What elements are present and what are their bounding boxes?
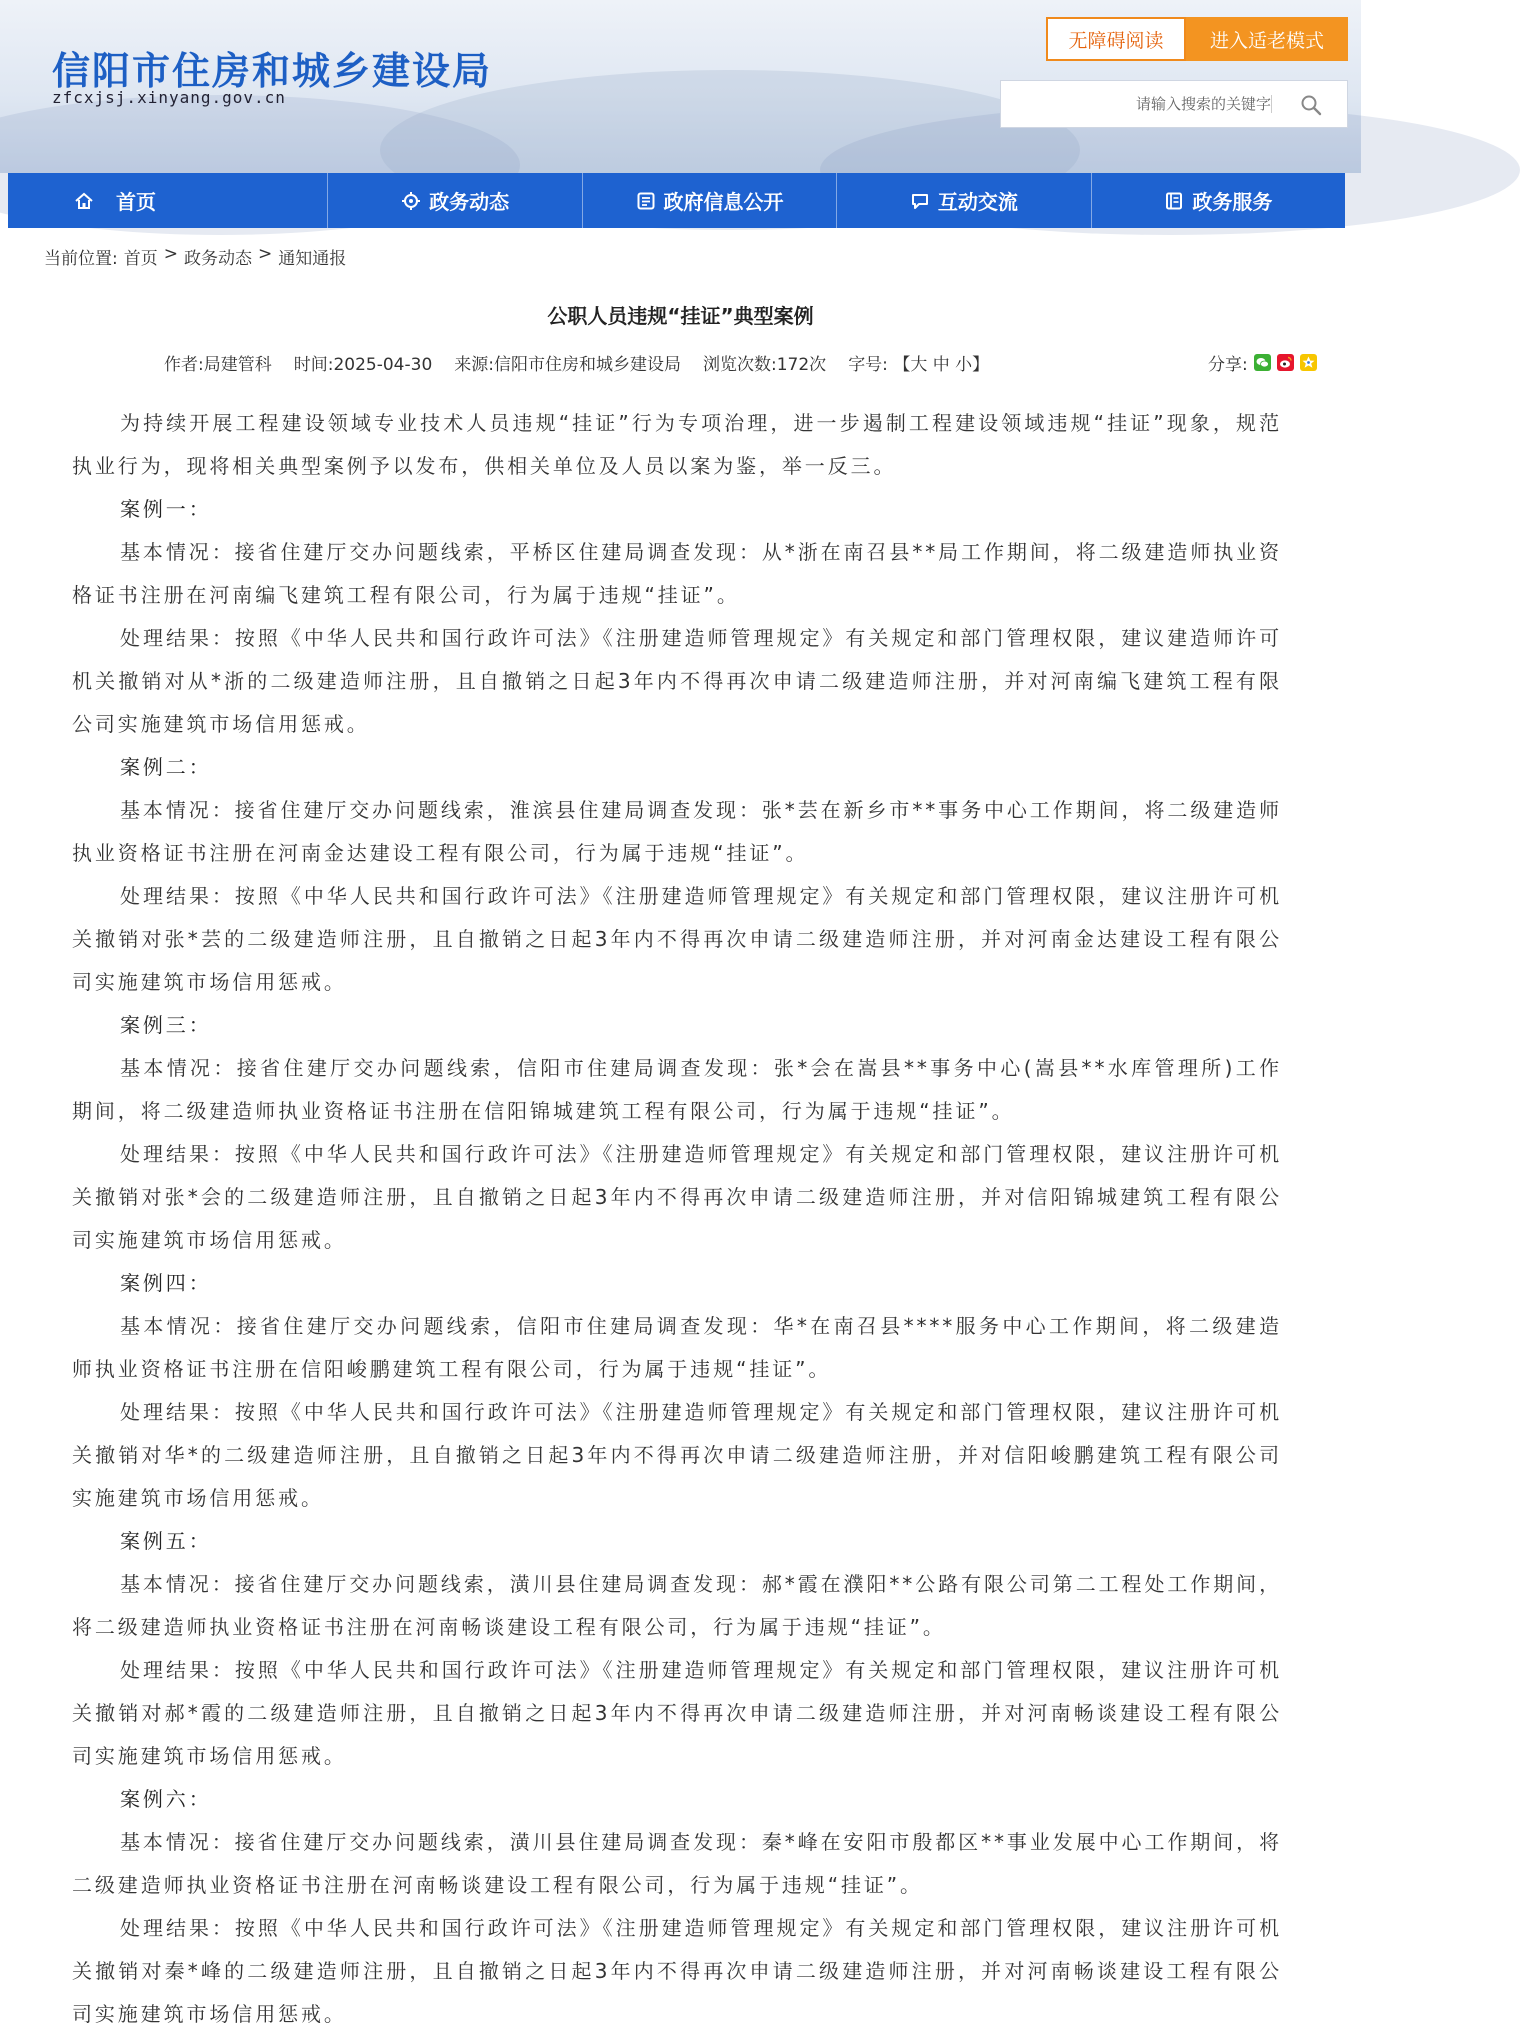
font-size-control (848, 350, 989, 375)
case-heading: 案例六： (120, 1787, 212, 1811)
breadcrumb-separator: > (257, 244, 273, 264)
paragraph-intro: 为持续开展工程建设领域专业技术人员违规“挂证”行为专项治理，进一步遏制工程建设领域违规“挂证”现象，规范执业行为，现将相关典型案例予以发布，供相关单位及人员以案为鉴，举一反三。 (72, 411, 1282, 478)
case-situation: 基本情况：接省住建厅交办问题线索，淮滨县住建局调查发现：张*芸在新乡市**事务中心工作期间，将二级建造师执业资格证书注册在河南金达建设工程有限公司，行为属于违规“挂证”。 (72, 798, 1282, 865)
font-size-label: 字号: (848, 355, 888, 375)
main-nav (8, 173, 1345, 228)
site-domain: zfcxjsj.xinyang.gov.cn (52, 88, 286, 107)
case-heading: 案例二： (120, 755, 212, 779)
breadcrumb-separator: > (163, 244, 178, 264)
case-heading: 案例三： (120, 1013, 212, 1037)
article-source: 来源:信阳市住房和城乡建设局 (454, 355, 681, 375)
case-result: 处理结果：按照《中华人民共和国行政许可法》《注册建造师管理规定》有关规定和部门管理权限，建议注册许可机关撤销对张*会的二级建造师注册，且自撤销之日起3年内不得再次申请二级建造师注册，并对信阳锦城建筑工程有限公司实施建筑市场信用惩戒。 (72, 1142, 1282, 1252)
nav-item-interaction[interactable] (837, 173, 1091, 228)
qzone-icon[interactable] (1300, 354, 1317, 371)
wechat-icon[interactable] (1254, 354, 1271, 371)
home-icon (74, 191, 94, 211)
case-heading: 案例四： (120, 1271, 212, 1295)
breadcrumb-link-notices[interactable]: 通知通报 (278, 249, 347, 269)
case-result: 处理结果：按照《中华人民共和国行政许可法》《注册建造师管理规定》有关规定和部门管理权限，建议建造师许可机关撤销对从*浙的二级建造师注册，且自撤销之日起3年内不得再次申请二级建造师注册，并对河南编飞建筑工程有限公司实施建筑市场信用惩戒。 (72, 626, 1282, 736)
elder-mode-button[interactable]: 进入适老模式 (1186, 17, 1348, 61)
site-header (0, 0, 1361, 173)
font-size-small-link[interactable]: 小 (955, 355, 973, 375)
case-result: 处理结果：按照《中华人民共和国行政许可法》《注册建造师管理规定》有关规定和部门管理权限，建议注册许可机关撤销对华*的二级建造师注册，且自撤销之日起3年内不得再次申请二级建造师注册，并对信阳峻鹏建筑工程有限公司实施建筑市场信用惩戒。 (72, 1400, 1282, 1510)
breadcrumb-link-home[interactable]: 首页 (123, 249, 158, 269)
nav-item-label: 政务服务 (1192, 190, 1273, 214)
font-size-large-link[interactable]: 大 (910, 355, 928, 375)
nav-item-label: 政务动态 (429, 190, 510, 214)
share-label: 分享: (1208, 355, 1248, 375)
case-heading: 案例一： (120, 497, 212, 521)
font-size-medium-link[interactable]: 中 (932, 355, 950, 375)
nav-item-info-disclosure[interactable] (583, 173, 837, 228)
case-result: 处理结果：按照《中华人民共和国行政许可法》《注册建造师管理规定》有关规定和部门管理权限，建议注册许可机关撤销对张*芸的二级建造师注册，且自撤销之日起3年内不得再次申请二级建造师注册，并对河南金达建设工程有限公司实施建筑市场信用惩戒。 (72, 884, 1282, 994)
article-author: 作者:局建管科 (164, 355, 272, 375)
breadcrumb (44, 244, 346, 269)
font-size-bracket-open: 【 (893, 355, 911, 375)
search-input[interactable] (1001, 81, 1281, 127)
case-situation: 基本情况：接省住建厅交办问题线索，潢川县住建局调查发现：秦*峰在安阳市殷都区**事业发展中心工作期间，将二级建造师执业资格证书注册在河南畅谈建设工程有限公司，行为属于违规“挂证”。 (72, 1830, 1282, 1897)
chat-icon (910, 191, 930, 211)
article-body (72, 402, 1282, 2036)
breadcrumb-link-news[interactable]: 政务动态 (183, 249, 252, 269)
document-icon (636, 191, 656, 211)
weibo-icon[interactable] (1277, 354, 1294, 371)
nav-item-label: 首页 (116, 190, 156, 214)
share-bar (1208, 350, 1317, 375)
gear-icon (401, 191, 421, 211)
article-views: 浏览次数:172次 (703, 355, 827, 375)
nav-item-services[interactable] (1092, 173, 1345, 228)
nav-item-news[interactable] (328, 173, 582, 228)
search-divider (1271, 95, 1272, 113)
article-meta (164, 350, 989, 375)
accessibility-button[interactable]: 无障碍阅读 (1046, 17, 1186, 61)
article-time: 时间:2025-04-30 (293, 355, 433, 375)
case-situation: 基本情况：接省住建厅交办问题线索，平桥区住建局调查发现：从*浙在南召县**局工作期间，将二级建造师执业资格证书注册在河南编飞建筑工程有限公司，行为属于违规“挂证”。 (72, 540, 1282, 607)
case-situation: 基本情况：接省住建厅交办问题线索，信阳市住建局调查发现：华*在南召县****服务中心工作期间，将二级建造师执业资格证书注册在信阳峻鹏建筑工程有限公司，行为属于违规“挂证”。 (72, 1314, 1282, 1381)
breadcrumb-prefix: 当前位置: (44, 249, 118, 269)
search-box (1000, 80, 1348, 128)
case-result: 处理结果：按照《中华人民共和国行政许可法》《注册建造师管理规定》有关规定和部门管理权限，建议注册许可机关撤销对郝*霞的二级建造师注册，且自撤销之日起3年内不得再次申请二级建造师注册，并对河南畅谈建设工程有限公司实施建筑市场信用惩戒。 (72, 1658, 1282, 1768)
site-title[interactable]: 信阳市住房和城乡建设局 (52, 49, 493, 93)
case-situation: 基本情况：接省住建厅交办问题线索，潢川县住建局调查发现：郝*霞在濮阳**公路有限公司第二工程处工作期间，将二级建造师执业资格证书注册在河南畅谈建设工程有限公司，行为属于违规“挂证”。 (72, 1572, 1282, 1639)
nav-item-home[interactable] (8, 173, 328, 228)
service-icon (1164, 191, 1184, 211)
nav-item-label: 互动交流 (937, 190, 1018, 214)
article-title: 公职人员违规“挂证”典型案例 (547, 304, 814, 328)
nav-item-label: 政府信息公开 (663, 190, 784, 214)
case-heading: 案例五： (120, 1529, 212, 1553)
case-situation: 基本情况：接省住建厅交办问题线索，信阳市住建局调查发现：张*会在嵩县**事务中心(嵩县**水库管理所)工作期间，将二级建造师执业资格证书注册在信阳锦城建筑工程有限公司，行为属于违规“挂证”。 (72, 1056, 1282, 1123)
search-icon[interactable] (1299, 93, 1323, 117)
case-result: 处理结果：按照《中华人民共和国行政许可法》《注册建造师管理规定》有关规定和部门管理权限，建议注册许可机关撤销对秦*峰的二级建造师注册，且自撤销之日起3年内不得再次申请二级建造师注册，并对河南畅谈建设工程有限公司实施建筑市场信用惩戒。 (72, 1916, 1282, 2026)
font-size-bracket-close: 】 (972, 355, 990, 375)
